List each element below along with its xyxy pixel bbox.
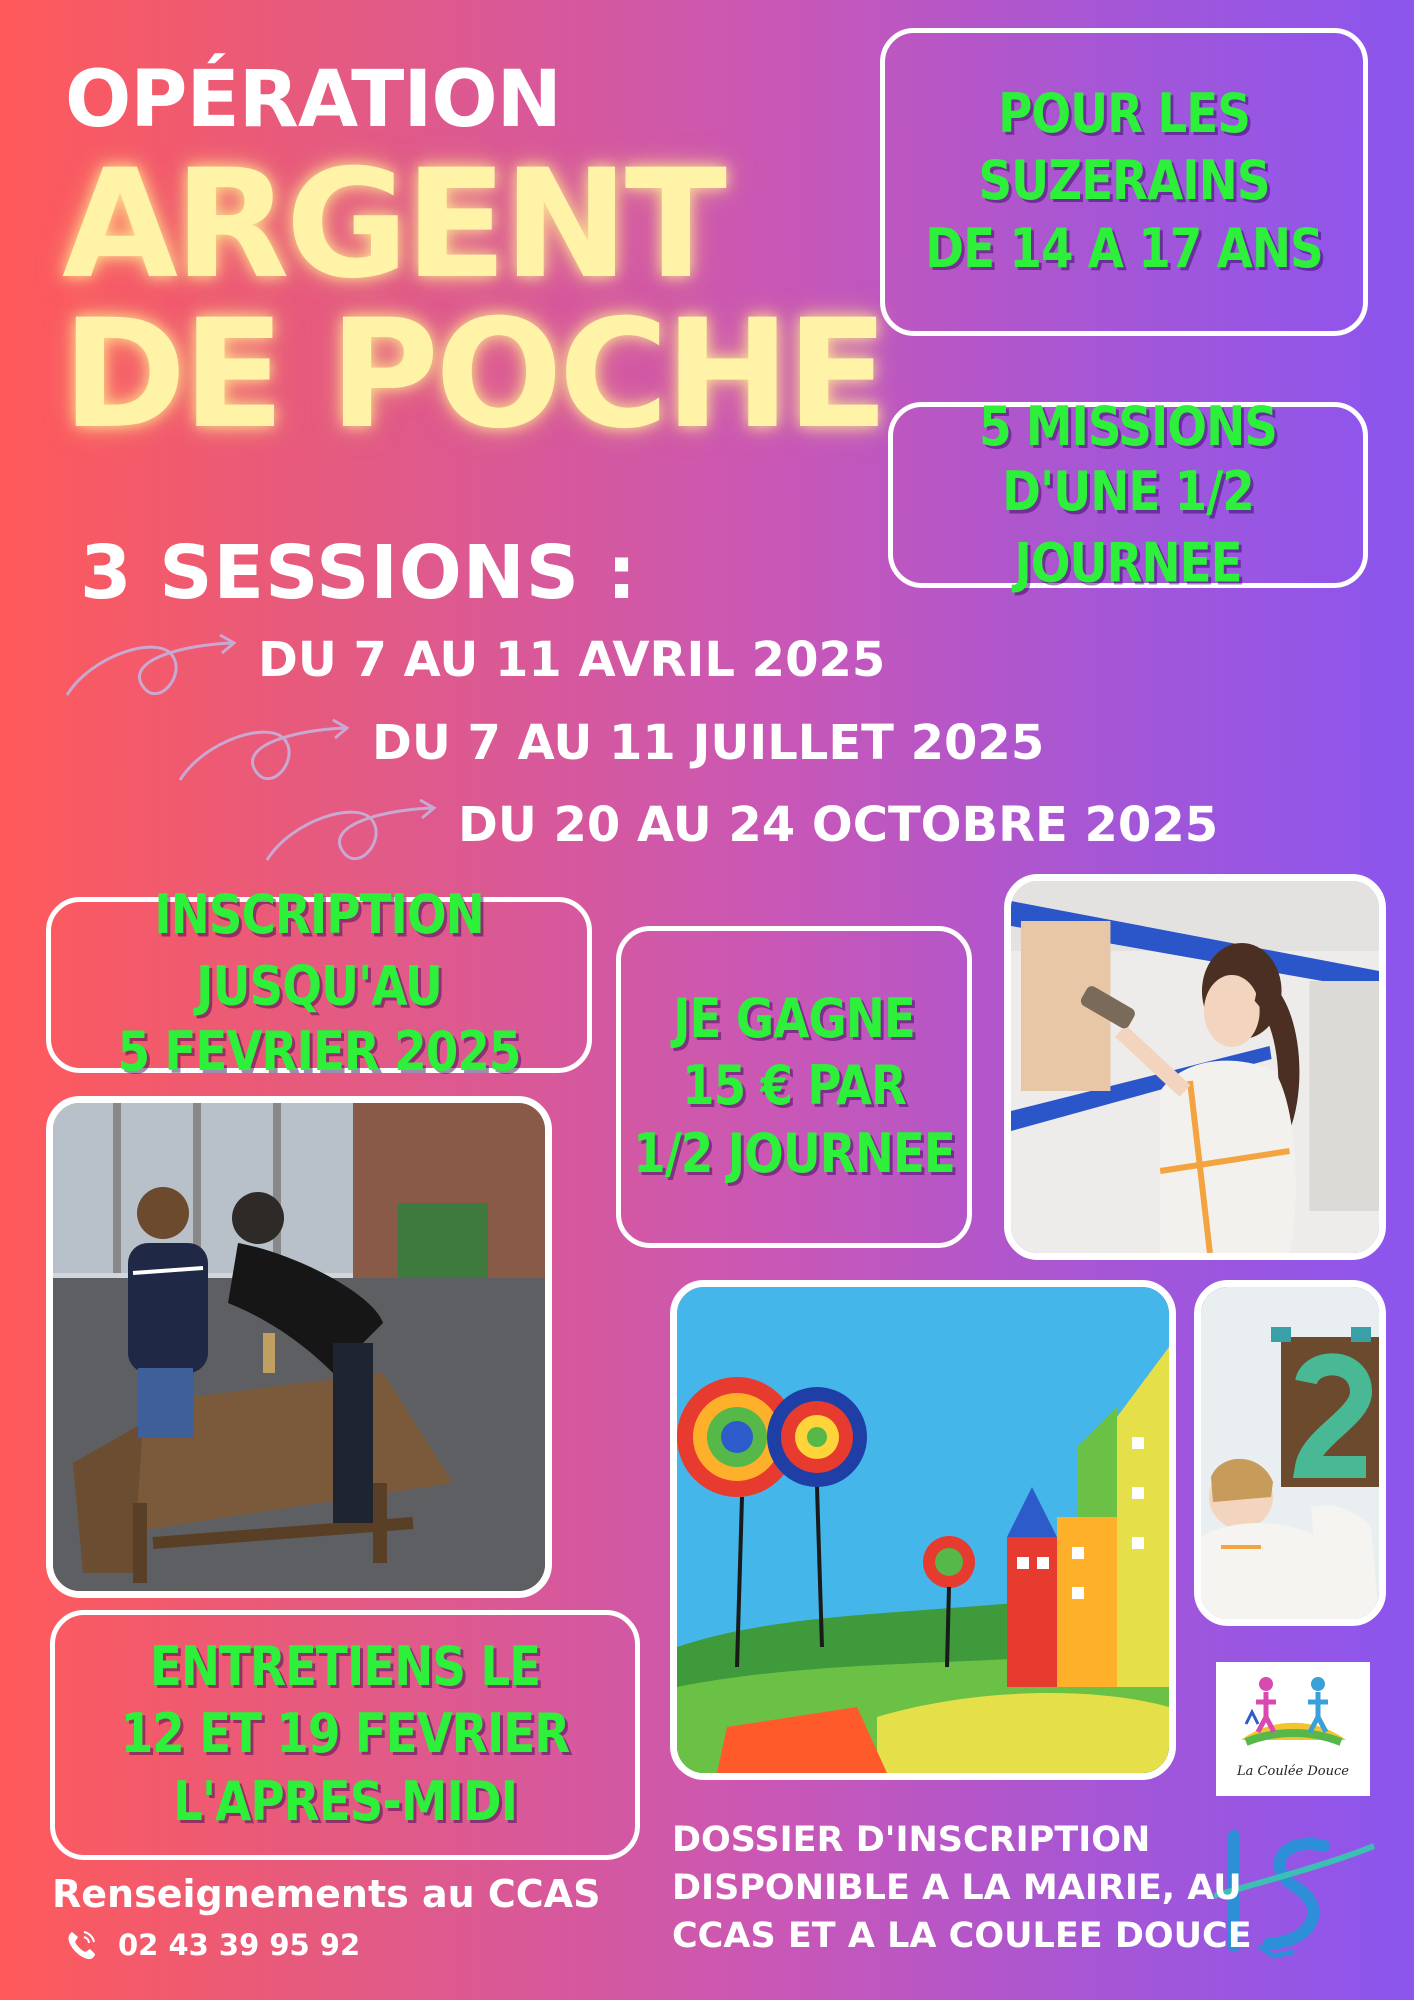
pay-box: [616, 926, 972, 1248]
contact-label: Renseignements au CCAS: [52, 1872, 601, 1916]
session-3: DU 20 AU 24 OCTOBRE 2025: [458, 797, 1219, 853]
missions-line-1: 5 MISSIONS: [979, 395, 1277, 459]
missions-box: [888, 395, 1368, 595]
phone-icon: [64, 1928, 98, 1962]
photo-mural: [670, 1280, 1176, 1780]
interviews-line-2: 12 ET 19 FEVRIER: [120, 1702, 570, 1766]
photo-bench-restoration: [46, 1096, 552, 1598]
logo-coulee-douce: [1216, 1662, 1370, 1796]
header-title-line1: ARGENT: [62, 138, 724, 312]
curly-arrow-icon: [62, 625, 242, 705]
audience-line-2: SUZERAINS: [978, 149, 1270, 213]
logo-coulee-douce-label: La Coulée Douce: [1237, 1764, 1349, 1779]
pay-line-1: JE GAGNE: [673, 987, 915, 1051]
audience-line-1: POUR LES: [998, 82, 1250, 146]
interviews-box: [50, 1610, 640, 1860]
session-2: DU 7 AU 11 JUILLET 2025: [372, 715, 1045, 771]
missions-line-2: D'UNE 1/2 JOURNEE: [1002, 460, 1254, 595]
audience-line-3: DE 14 A 17 ANS: [925, 217, 1323, 281]
interviews-line-3: L'APRES-MIDI: [173, 1770, 517, 1834]
dossier-line-1: DOSSIER D'INSCRIPTION: [672, 1820, 1151, 1860]
session-1: DU 7 AU 11 AVRIL 2025: [258, 632, 886, 688]
interviews-line-1: ENTRETIENS LE: [149, 1635, 541, 1699]
curly-arrow-icon: [175, 710, 355, 790]
inscription-line-1: INSCRIPTION JUSQU'AU: [154, 883, 484, 1018]
photo-number-two: [1194, 1280, 1386, 1626]
coulee-douce-logo-icon: [1216, 1662, 1370, 1762]
dossier-line-3: CCAS ET A LA COULEE DOUCE: [672, 1916, 1252, 1956]
dossier-line-2: DISPONIBLE A LA MAIRIE, AU: [672, 1868, 1242, 1908]
pay-line-3: 1/2 JOURNEE: [633, 1122, 955, 1186]
contact-phone: 02 43 39 95 92: [118, 1928, 361, 1962]
sessions-title: 3 SESSIONS :: [80, 530, 638, 616]
pay-line-2: 15 € PAR: [682, 1054, 906, 1118]
header-title-line2: DE POCHE: [62, 288, 885, 462]
inscription-line-2: 5 FEVRIER 2025: [117, 1020, 521, 1084]
photo-painting-wall: [1004, 874, 1386, 1260]
audience-box: [880, 28, 1368, 336]
inscription-box: [46, 883, 592, 1084]
curly-arrow-icon: [262, 790, 442, 870]
header-operation: OPÉRATION: [65, 55, 561, 145]
